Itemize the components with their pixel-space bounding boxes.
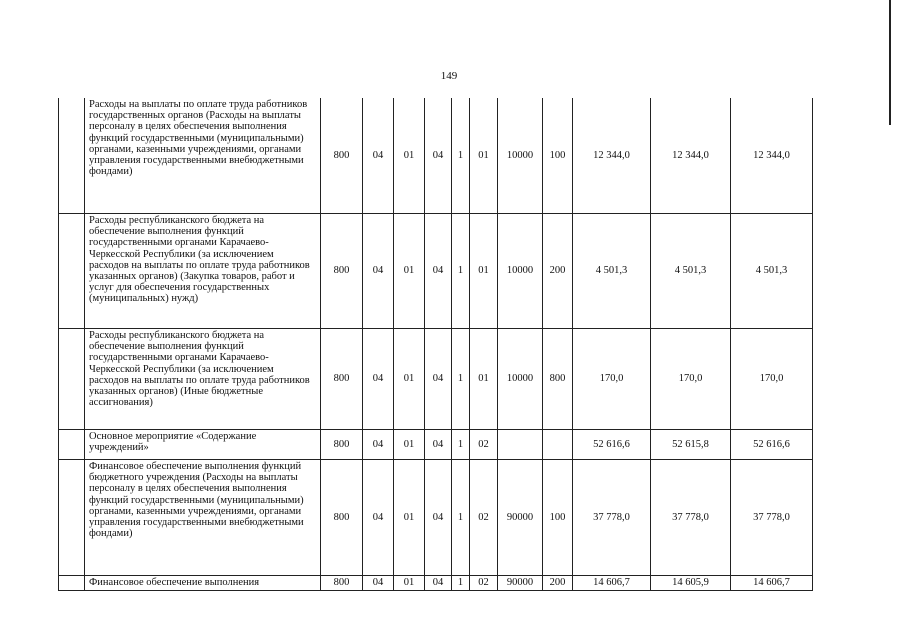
table-row (59, 430, 813, 460)
subsection-code-cell: 01 (394, 329, 425, 430)
activity-code-cell: 01 (470, 214, 498, 329)
description-cell: Финансовое обеспечение выполнения (85, 576, 321, 591)
ministry-code-cell: 800 (321, 430, 363, 460)
amount-year1-cell: 52 616,6 (573, 430, 651, 460)
amount-year1-cell: 14 606,7 (573, 576, 651, 591)
description-cell: Основное мероприятие «Содержание учреждений» (85, 430, 321, 460)
amount-year2-cell: 52 615,8 (651, 430, 731, 460)
amount-year3-cell: 37 778,0 (731, 460, 813, 576)
subsection-code-cell: 01 (394, 98, 425, 214)
section-code-cell: 04 (363, 460, 394, 576)
section-code-cell: 04 (363, 430, 394, 460)
activity-code-cell: 02 (470, 430, 498, 460)
amount-year1-cell: 37 778,0 (573, 460, 651, 576)
expense-type-cell: 800 (543, 329, 573, 430)
amount-year2-cell: 12 344,0 (651, 98, 731, 214)
table-row (59, 214, 813, 329)
ministry-code-cell: 800 (321, 98, 363, 214)
expense-type-cell (543, 430, 573, 460)
description-cell: Финансовое обеспечение выполнения функций бюджетного учреждения (Расходы на выплаты персоналу в целях обеспечения выполнения функций государственными (муниципальными) органами, казенными учреждениями, органами управления государственными внебюджетными фондами) (85, 460, 321, 576)
program-code-cell: 04 (425, 576, 452, 591)
subsection-code-cell: 01 (394, 430, 425, 460)
amount-year1-cell: 12 344,0 (573, 98, 651, 214)
amount-year2-cell: 14 605,9 (651, 576, 731, 591)
direction-code-cell: 10000 (498, 98, 543, 214)
description-cell: Расходы республиканского бюджета на обеспечение выполнения функций государственными органами Карачаево-Черкесской Республики (за исключением расходов на выплаты по оплате труда работников указанных органов) (Иные бюджетные ассигнования) (85, 329, 321, 430)
blank-cell (59, 430, 85, 460)
direction-code-cell: 10000 (498, 329, 543, 430)
amount-year2-cell: 170,0 (651, 329, 731, 430)
program-code-cell: 04 (425, 98, 452, 214)
blank-cell (59, 98, 85, 214)
section-code-cell: 04 (363, 214, 394, 329)
ministry-code-cell: 800 (321, 460, 363, 576)
subsection-code-cell: 01 (394, 214, 425, 329)
amount-year3-cell: 12 344,0 (731, 98, 813, 214)
direction-code-cell: 10000 (498, 214, 543, 329)
blank-cell (59, 460, 85, 576)
amount-year3-cell: 52 616,6 (731, 430, 813, 460)
program-code-cell: 04 (425, 460, 452, 576)
amount-year2-cell: 37 778,0 (651, 460, 731, 576)
activity-code-cell: 01 (470, 98, 498, 214)
blank-cell (59, 214, 85, 329)
expense-type-cell: 100 (543, 460, 573, 576)
amount-year3-cell: 4 501,3 (731, 214, 813, 329)
expense-type-cell: 200 (543, 214, 573, 329)
subsection-code-cell: 01 (394, 460, 425, 576)
subprogram-code-cell: 1 (452, 460, 470, 576)
budget-table (58, 98, 813, 591)
blank-cell (59, 576, 85, 591)
table-row (59, 98, 813, 214)
subprogram-code-cell: 1 (452, 98, 470, 214)
subsection-code-cell: 01 (394, 576, 425, 591)
description-cell: Расходы на выплаты по оплате труда работников государственных органов (Расходы на выплаты персоналу в целях обеспечения выполнения функций государственными (муниципальными) органами, казенными учреждениями, органами управления государственными внебюджетными фондами) (85, 98, 321, 214)
amount-year2-cell: 4 501,3 (651, 214, 731, 329)
direction-code-cell: 90000 (498, 576, 543, 591)
section-code-cell: 04 (363, 576, 394, 591)
direction-code-cell: 90000 (498, 460, 543, 576)
ministry-code-cell: 800 (321, 576, 363, 591)
section-code-cell: 04 (363, 98, 394, 214)
amount-year3-cell: 14 606,7 (731, 576, 813, 591)
amount-year1-cell: 170,0 (573, 329, 651, 430)
description-cell: Расходы республиканского бюджета на обеспечение выполнения функций государственными органами Карачаево-Черкесской Республики (за исключением расходов на выплаты по оплате труда работников указанных органов) (Закупка товаров, работ и услуг для обеспечения государственных (муниципальных) нужд) (85, 214, 321, 329)
program-code-cell: 04 (425, 214, 452, 329)
amount-year1-cell: 4 501,3 (573, 214, 651, 329)
program-code-cell: 04 (425, 430, 452, 460)
ministry-code-cell: 800 (321, 214, 363, 329)
subprogram-code-cell: 1 (452, 329, 470, 430)
scan-edge-mark (889, 0, 891, 125)
expense-type-cell: 200 (543, 576, 573, 591)
expense-type-cell: 100 (543, 98, 573, 214)
subprogram-code-cell: 1 (452, 430, 470, 460)
ministry-code-cell: 800 (321, 329, 363, 430)
section-code-cell: 04 (363, 329, 394, 430)
amount-year3-cell: 170,0 (731, 329, 813, 430)
subprogram-code-cell: 1 (452, 214, 470, 329)
program-code-cell: 04 (425, 329, 452, 430)
activity-code-cell: 02 (470, 460, 498, 576)
activity-code-cell: 02 (470, 576, 498, 591)
subprogram-code-cell: 1 (452, 576, 470, 591)
page-number: 149 (440, 70, 458, 82)
table-row (59, 460, 813, 576)
table-row (59, 576, 813, 591)
direction-code-cell (498, 430, 543, 460)
table-row (59, 329, 813, 430)
blank-cell (59, 329, 85, 430)
activity-code-cell: 01 (470, 329, 498, 430)
